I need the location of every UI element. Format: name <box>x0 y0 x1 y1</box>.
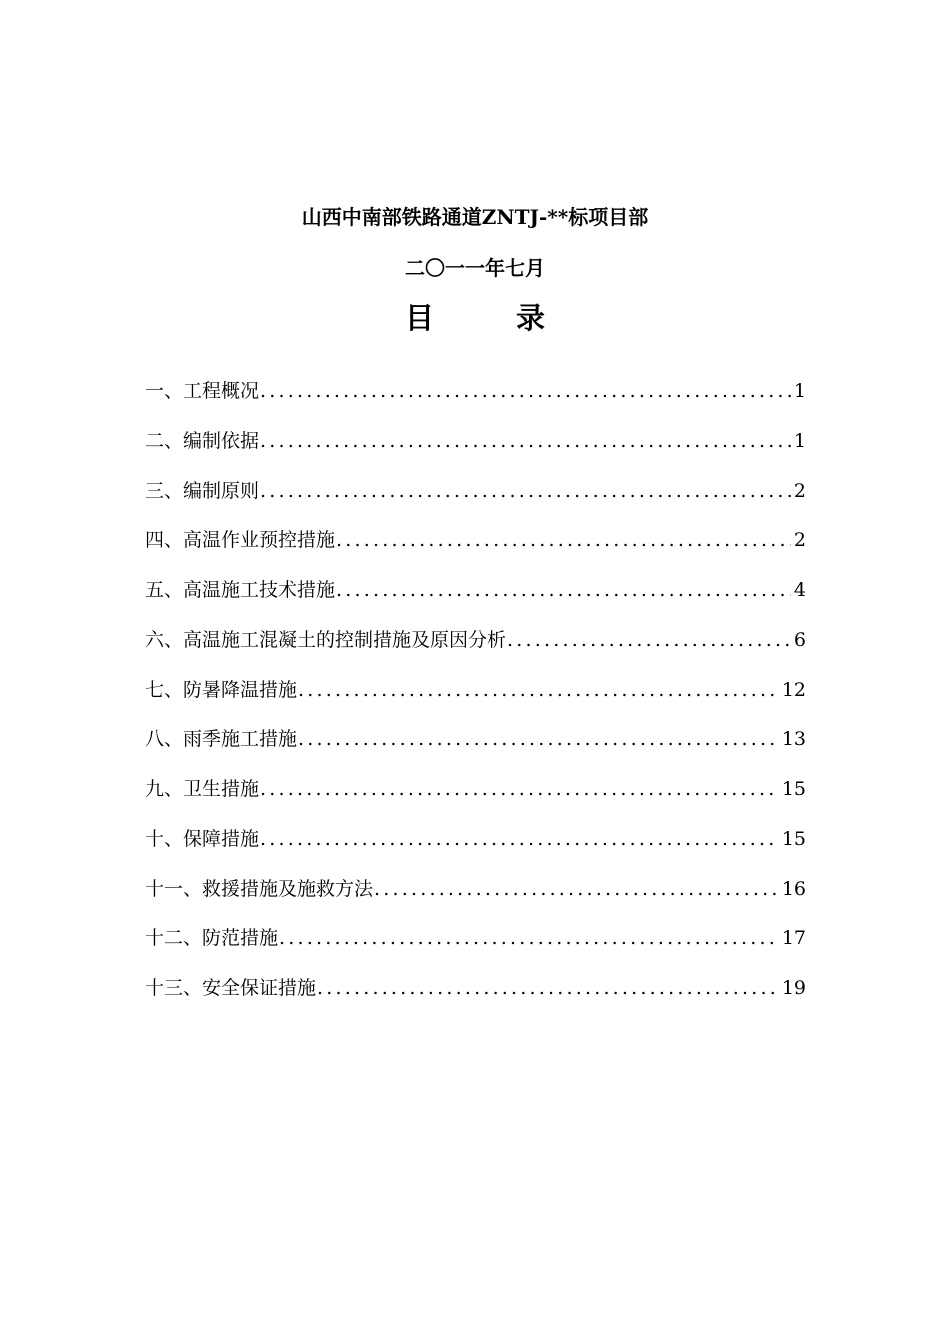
toc-entry-label: 四、高温作业预控措施 <box>145 529 336 552</box>
toc-dot-leader <box>317 973 779 1003</box>
toc-heading: 目 录 <box>404 301 582 335</box>
toc-entry-label: 六、高温施工混凝土的控制措施及原因分析 <box>145 628 507 651</box>
toc-entry-page: 1 <box>793 429 806 452</box>
toc-entry-label: 十二、防范措施 <box>145 927 279 950</box>
toc-entry-page: 15 <box>781 778 806 800</box>
toc-dot-leader <box>260 824 779 854</box>
toc-dot-leader <box>298 724 779 754</box>
toc-entry[interactable] <box>145 874 806 924</box>
toc-dot-leader <box>374 874 779 904</box>
toc-entry-page: 1 <box>793 380 806 402</box>
toc-entry[interactable] <box>145 774 806 824</box>
toc-dot-leader <box>336 575 791 605</box>
table-of-contents <box>145 376 806 1023</box>
toc-entry-label: 五、高温施工技术措施 <box>145 579 336 601</box>
toc-entry[interactable] <box>145 973 806 1023</box>
toc-dot-leader <box>507 625 791 655</box>
toc-entry[interactable] <box>145 575 806 625</box>
toc-entry-page: 13 <box>781 728 806 751</box>
toc-dot-leader <box>336 525 791 555</box>
toc-entry-page: 17 <box>781 927 806 950</box>
toc-entry-page: 16 <box>781 877 806 900</box>
toc-entry[interactable] <box>145 525 806 575</box>
toc-entry-label: 九、卫生措施 <box>145 778 260 800</box>
toc-entry[interactable] <box>145 426 806 476</box>
toc-entry-page: 15 <box>781 827 806 850</box>
toc-entry-page: 2 <box>793 529 806 552</box>
toc-entry[interactable] <box>145 923 806 973</box>
toc-entry[interactable] <box>145 675 806 725</box>
toc-entry-label: 三、编制原则 <box>145 479 260 502</box>
toc-entry-label: 二、编制依据 <box>145 429 260 452</box>
toc-entry-page: 4 <box>793 579 806 601</box>
toc-entry-page: 12 <box>781 678 806 701</box>
toc-dot-leader <box>260 376 791 406</box>
toc-dot-leader <box>260 426 791 456</box>
toc-entry-label: 一、工程概况 <box>145 380 260 402</box>
toc-entry[interactable] <box>145 476 806 526</box>
toc-entry-label: 十三、安全保证措施 <box>145 977 317 999</box>
toc-entry-page: 6 <box>793 628 806 651</box>
toc-entry-label: 十一、救援措施及施救方法 <box>145 877 374 900</box>
toc-entry-label: 十、保障措施 <box>145 827 260 850</box>
toc-entry[interactable] <box>145 824 806 874</box>
document-date: 二〇一一年七月 <box>405 256 545 280</box>
toc-entry[interactable] <box>145 376 806 426</box>
toc-entry-page: 2 <box>793 479 806 502</box>
toc-dot-leader <box>298 675 779 705</box>
toc-entry[interactable] <box>145 625 806 675</box>
toc-dot-leader <box>260 774 779 804</box>
toc-entry[interactable] <box>145 724 806 774</box>
toc-entry-label: 八、雨季施工措施 <box>145 728 298 751</box>
organization-title: 山西中南部铁路通道ZNTJ-**标项目部 <box>301 205 649 229</box>
toc-entry-label: 七、防暑降温措施 <box>145 678 298 701</box>
toc-dot-leader <box>260 476 791 506</box>
toc-dot-leader <box>279 923 779 953</box>
toc-entry-page: 19 <box>781 977 806 999</box>
